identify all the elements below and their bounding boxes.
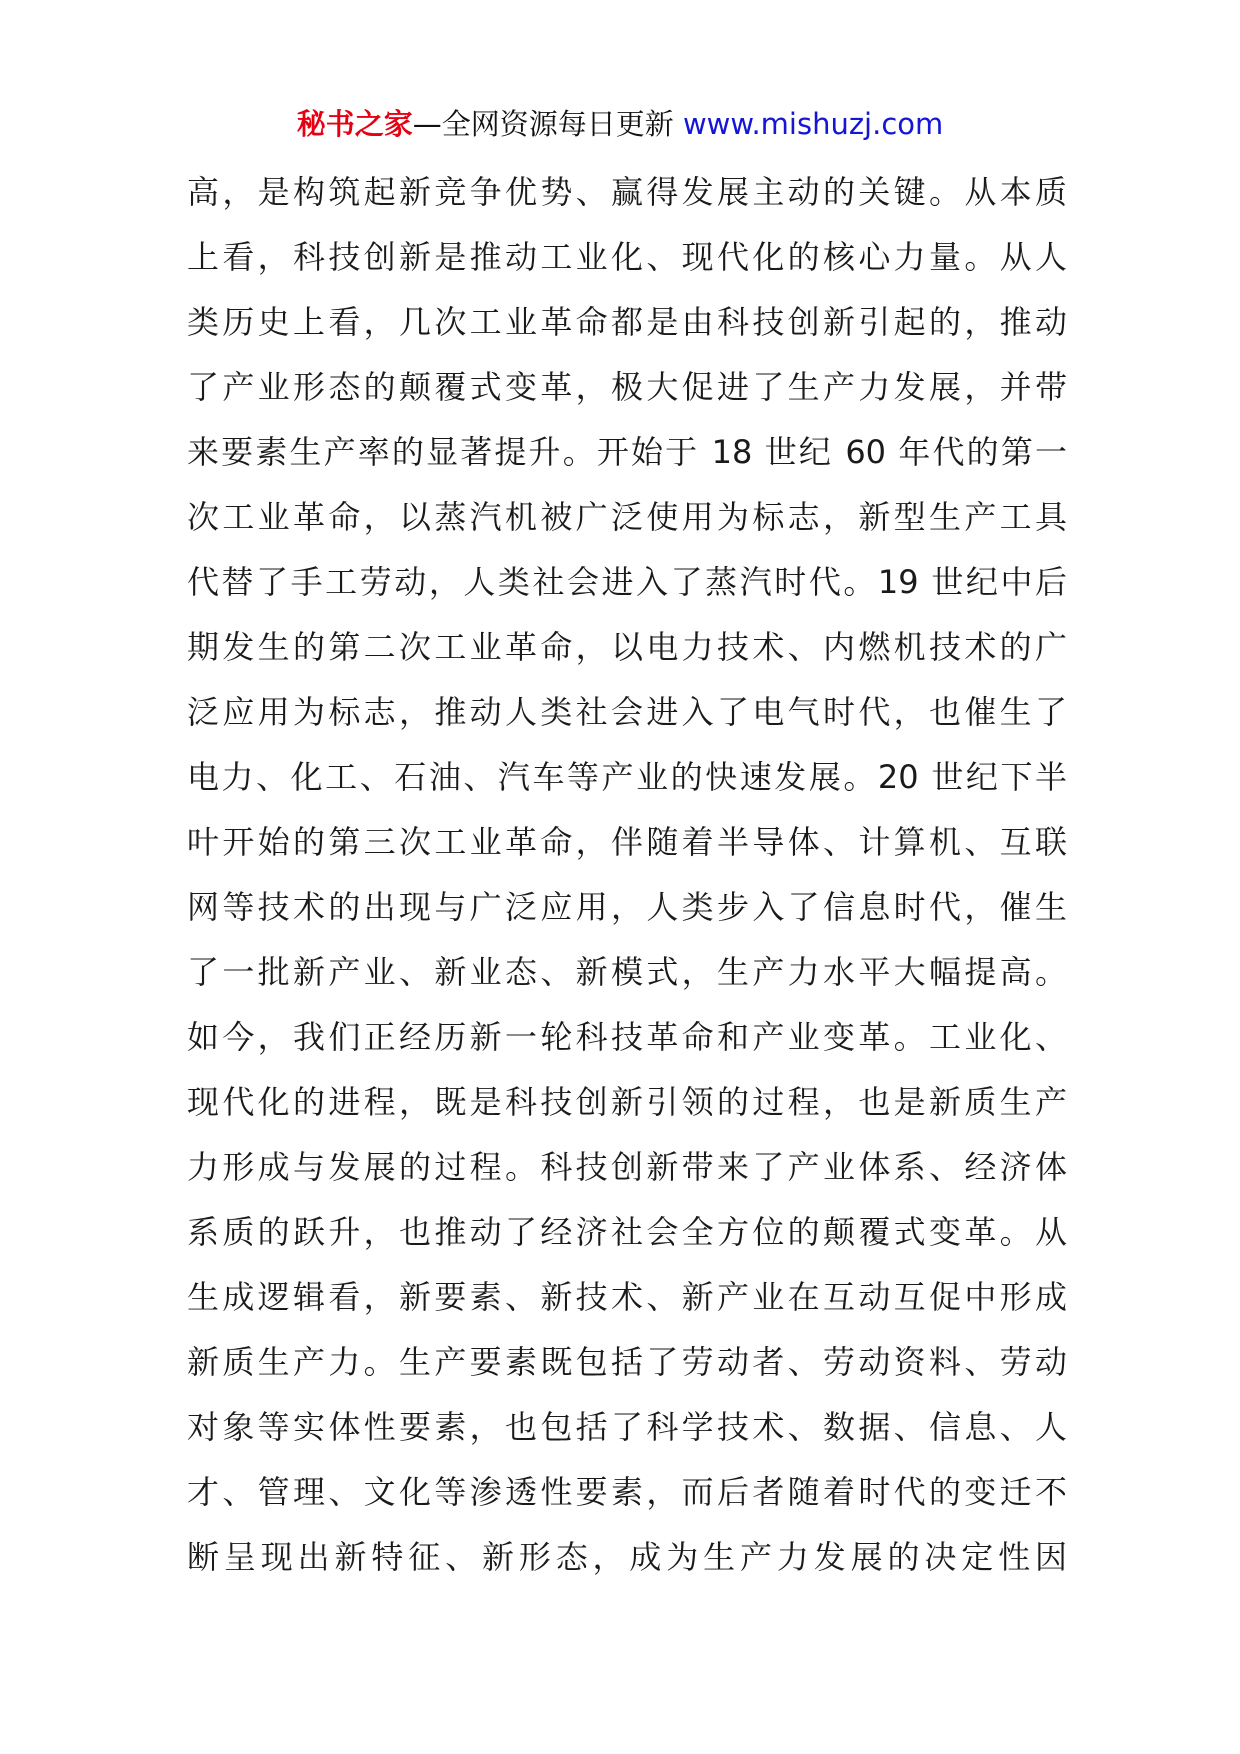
body-line: 代替了手工劳动，人类社会进入了蒸汽时代。19 世纪中后	[187, 563, 1067, 601]
body-line: 对象等实体性要素，也包括了科学技术、数据、信息、人	[187, 1408, 1067, 1446]
body-line: 系质的跃升，也推动了经济社会全方位的颠覆式变革。从	[187, 1213, 1067, 1251]
site-brand[interactable]: 秘书之家	[296, 107, 413, 141]
body-line: 叶开始的第三次工业革命，伴随着半导体、计算机、互联	[187, 823, 1067, 861]
document-body	[187, 167, 1067, 1597]
body-line: 网等技术的出现与广泛应用，人类步入了信息时代，催生	[187, 888, 1067, 926]
body-line: 电力、化工、石油、汽车等产业的快速发展。20 世纪下半	[187, 758, 1067, 796]
body-line: 生成逻辑看，新要素、新技术、新产业在互动互促中形成	[187, 1278, 1067, 1316]
site-header	[0, 102, 1240, 146]
body-line: 了产业形态的颠覆式变革，极大促进了生产力发展，并带	[187, 368, 1067, 406]
body-line: 类历史上看，几次工业革命都是由科技创新引起的，推动	[187, 303, 1067, 341]
site-slogan: —全网资源每日更新	[412, 107, 674, 141]
body-line: 断呈现出新特征、新形态，成为生产力发展的决定性因	[187, 1538, 1067, 1576]
body-line: 如今，我们正经历新一轮科技革命和产业变革。工业化、	[187, 1018, 1067, 1056]
body-line: 泛应用为标志，推动人类社会进入了电气时代，也催生了	[187, 693, 1067, 731]
body-line: 次工业革命，以蒸汽机被广泛使用为标志，新型生产工具	[187, 498, 1067, 536]
body-line: 现代化的进程，既是科技创新引领的过程，也是新质生产	[187, 1083, 1067, 1121]
site-url-link[interactable]: www.mishuzj.com	[682, 107, 944, 141]
body-line: 来要素生产率的显著提升。开始于 18 世纪 60 年代的第一	[187, 433, 1067, 471]
body-line: 力形成与发展的过程。科技创新带来了产业体系、经济体	[187, 1148, 1067, 1186]
body-line: 期发生的第二次工业革命，以电力技术、内燃机技术的广	[187, 628, 1067, 666]
body-line: 了一批新产业、新业态、新模式，生产力水平大幅提高。	[187, 953, 1067, 991]
body-line: 高，是构筑起新竞争优势、赢得发展主动的关键。从本质	[187, 173, 1067, 211]
body-line: 新质生产力。生产要素既包括了劳动者、劳动资料、劳动	[187, 1343, 1067, 1381]
body-line: 上看，科技创新是推动工业化、现代化的核心力量。从人	[187, 238, 1067, 276]
body-line: 才、管理、文化等渗透性要素，而后者随着时代的变迁不	[187, 1473, 1067, 1511]
